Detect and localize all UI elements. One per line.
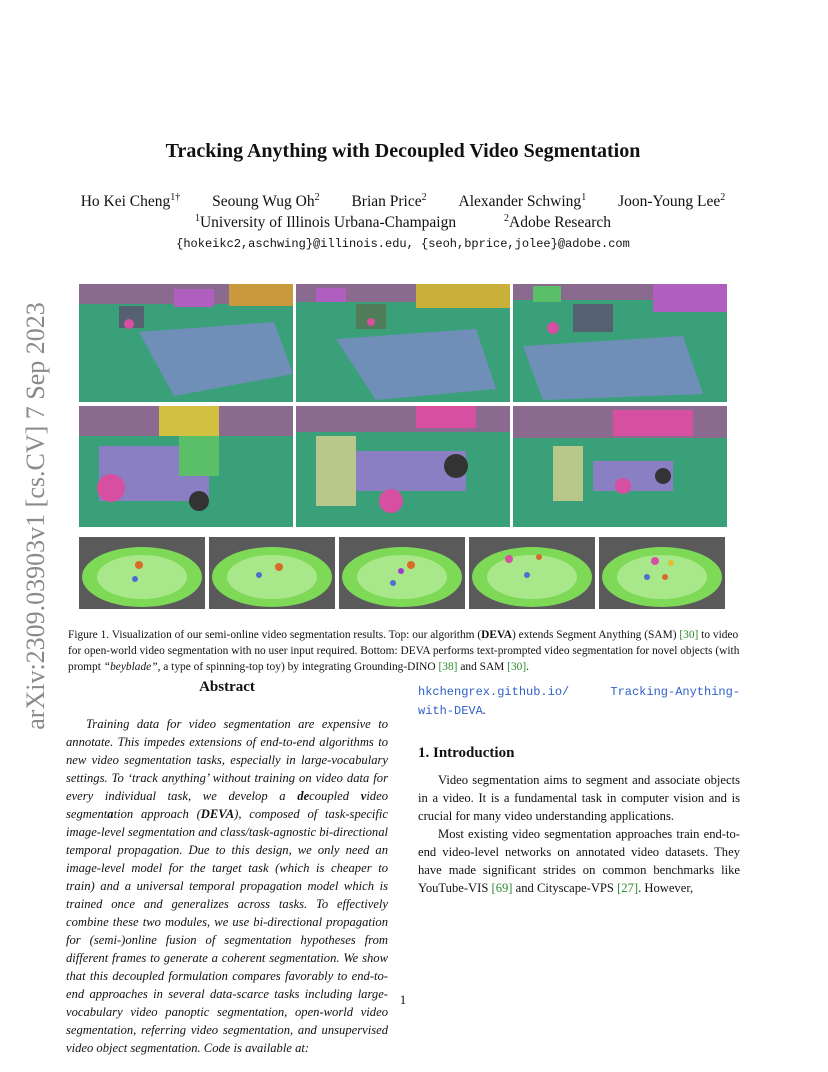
figure-frame	[296, 406, 510, 527]
author-list	[0, 194, 806, 210]
citation-link[interactable]: [30]	[679, 629, 699, 641]
figure-caption: Figure 1. Visualization of our semi-online video segmentation results. Top: our algorithm (DEVA) extends Segment Anything (SAM) [30] to video for open-world video segmentation with no user input required. Bottom: DEVA performs text-prompted video segmentation for novel objects (with prompt “beyblade”, a type of spinning-top toy) by integrating Grounding-DINO [38] and SAM [30].	[68, 629, 740, 673]
author: Joon-Young Lee$^2$	[618, 192, 726, 210]
citation-link[interactable]: [30]	[507, 661, 527, 673]
author: Ho Kei Cheng$^{1\dagger}$	[80, 192, 181, 210]
citation-link[interactable]: [38]	[438, 661, 458, 673]
figure-frame	[513, 406, 727, 527]
code-link[interactable]: hkchengrex.github.io/ Tracking-Anything-with-DEVA	[418, 685, 740, 718]
arxiv-stamp	[20, 293, 52, 739]
author: Brian Price$^2$	[351, 192, 427, 210]
author: Alexander Schwing$^1$	[458, 192, 587, 210]
figure-frame	[339, 537, 465, 609]
figure-1	[79, 284, 727, 609]
right-column	[418, 682, 740, 897]
figure-frame	[79, 537, 205, 609]
page-number: 1	[399, 992, 407, 1007]
abstract-text: Training data for video segmentation are expensive to annotate. This impedes extensions of end-to-end algorithms to new video segmentation tasks, especially in large-vocabulary settings. To ‘track anything’ without training on video data for every individual task, we develop a decoupled video segmentation approach (DEVA), composed of task-specific image-level segmentation and class/task-agnostic bi-directional temporal propagation. Due to this design, we only need an image-level model for the target task (which is cheaper to train) and a universal temporal propagation model which is trained once and generalizes across tasks. To effectively combine these two modules, we use bi-directional propagation for (semi-)online fusion of segmentation hypotheses from different frames to generate a coherent segmentation. We show that this decoupled formulation compares favorably to end-to-end approaches in several data-scarce tasks including large-vocabulary video panoptic segmentation, open-world video segmentation, referring video segmentation, and unsupervised video object segmentation. Code is available at:	[66, 717, 389, 1055]
author-emails: {hokeikc2,aschwing}@illinois.edu, {seoh,bprice,jolee}@adobe.com	[176, 237, 630, 251]
citation-link[interactable]: [27]	[617, 881, 639, 895]
figure-frame	[79, 406, 293, 527]
figure-frame	[513, 284, 727, 402]
abstract-text-continued: hkchengrex.github.io/ Tracking-Anything-with-DEVA.	[418, 685, 740, 718]
introduction-heading: 1. Introduction	[418, 745, 515, 761]
author: Seoung Wug Oh$^2$	[212, 192, 320, 210]
figure-frame	[79, 284, 293, 402]
affiliation: $^2$Adobe Research	[504, 213, 611, 231]
figure-frame	[469, 537, 595, 609]
affiliation: $^1$University of Illinois Urbana-Champaign	[194, 213, 457, 231]
introduction-paragraph: Most existing video segmentation approaches train end-to-end video-level networks on annotated video datasets. They have made significant strides on common benchmarks like YouTube-VIS [69] and Cityscape-VPS [27]. However,	[418, 827, 740, 895]
citation-link[interactable]: [69]	[491, 881, 513, 895]
figure-frame	[209, 537, 335, 609]
figure-frame	[296, 284, 510, 402]
introduction-paragraph: Video segmentation aims to segment and associate objects in a video. It is a fundamental task in computer vision and is crucial for many video understanding applications.	[418, 773, 740, 823]
arxiv-id: arXiv:2309.03903v1 [cs.CV] 7 Sep 2023	[21, 302, 51, 730]
figure-frame	[599, 537, 725, 609]
paper-title: Tracking Anything with Decoupled Video Segmentation	[165, 140, 641, 162]
affiliation-list	[0, 214, 806, 232]
abstract-heading: Abstract	[199, 679, 255, 695]
